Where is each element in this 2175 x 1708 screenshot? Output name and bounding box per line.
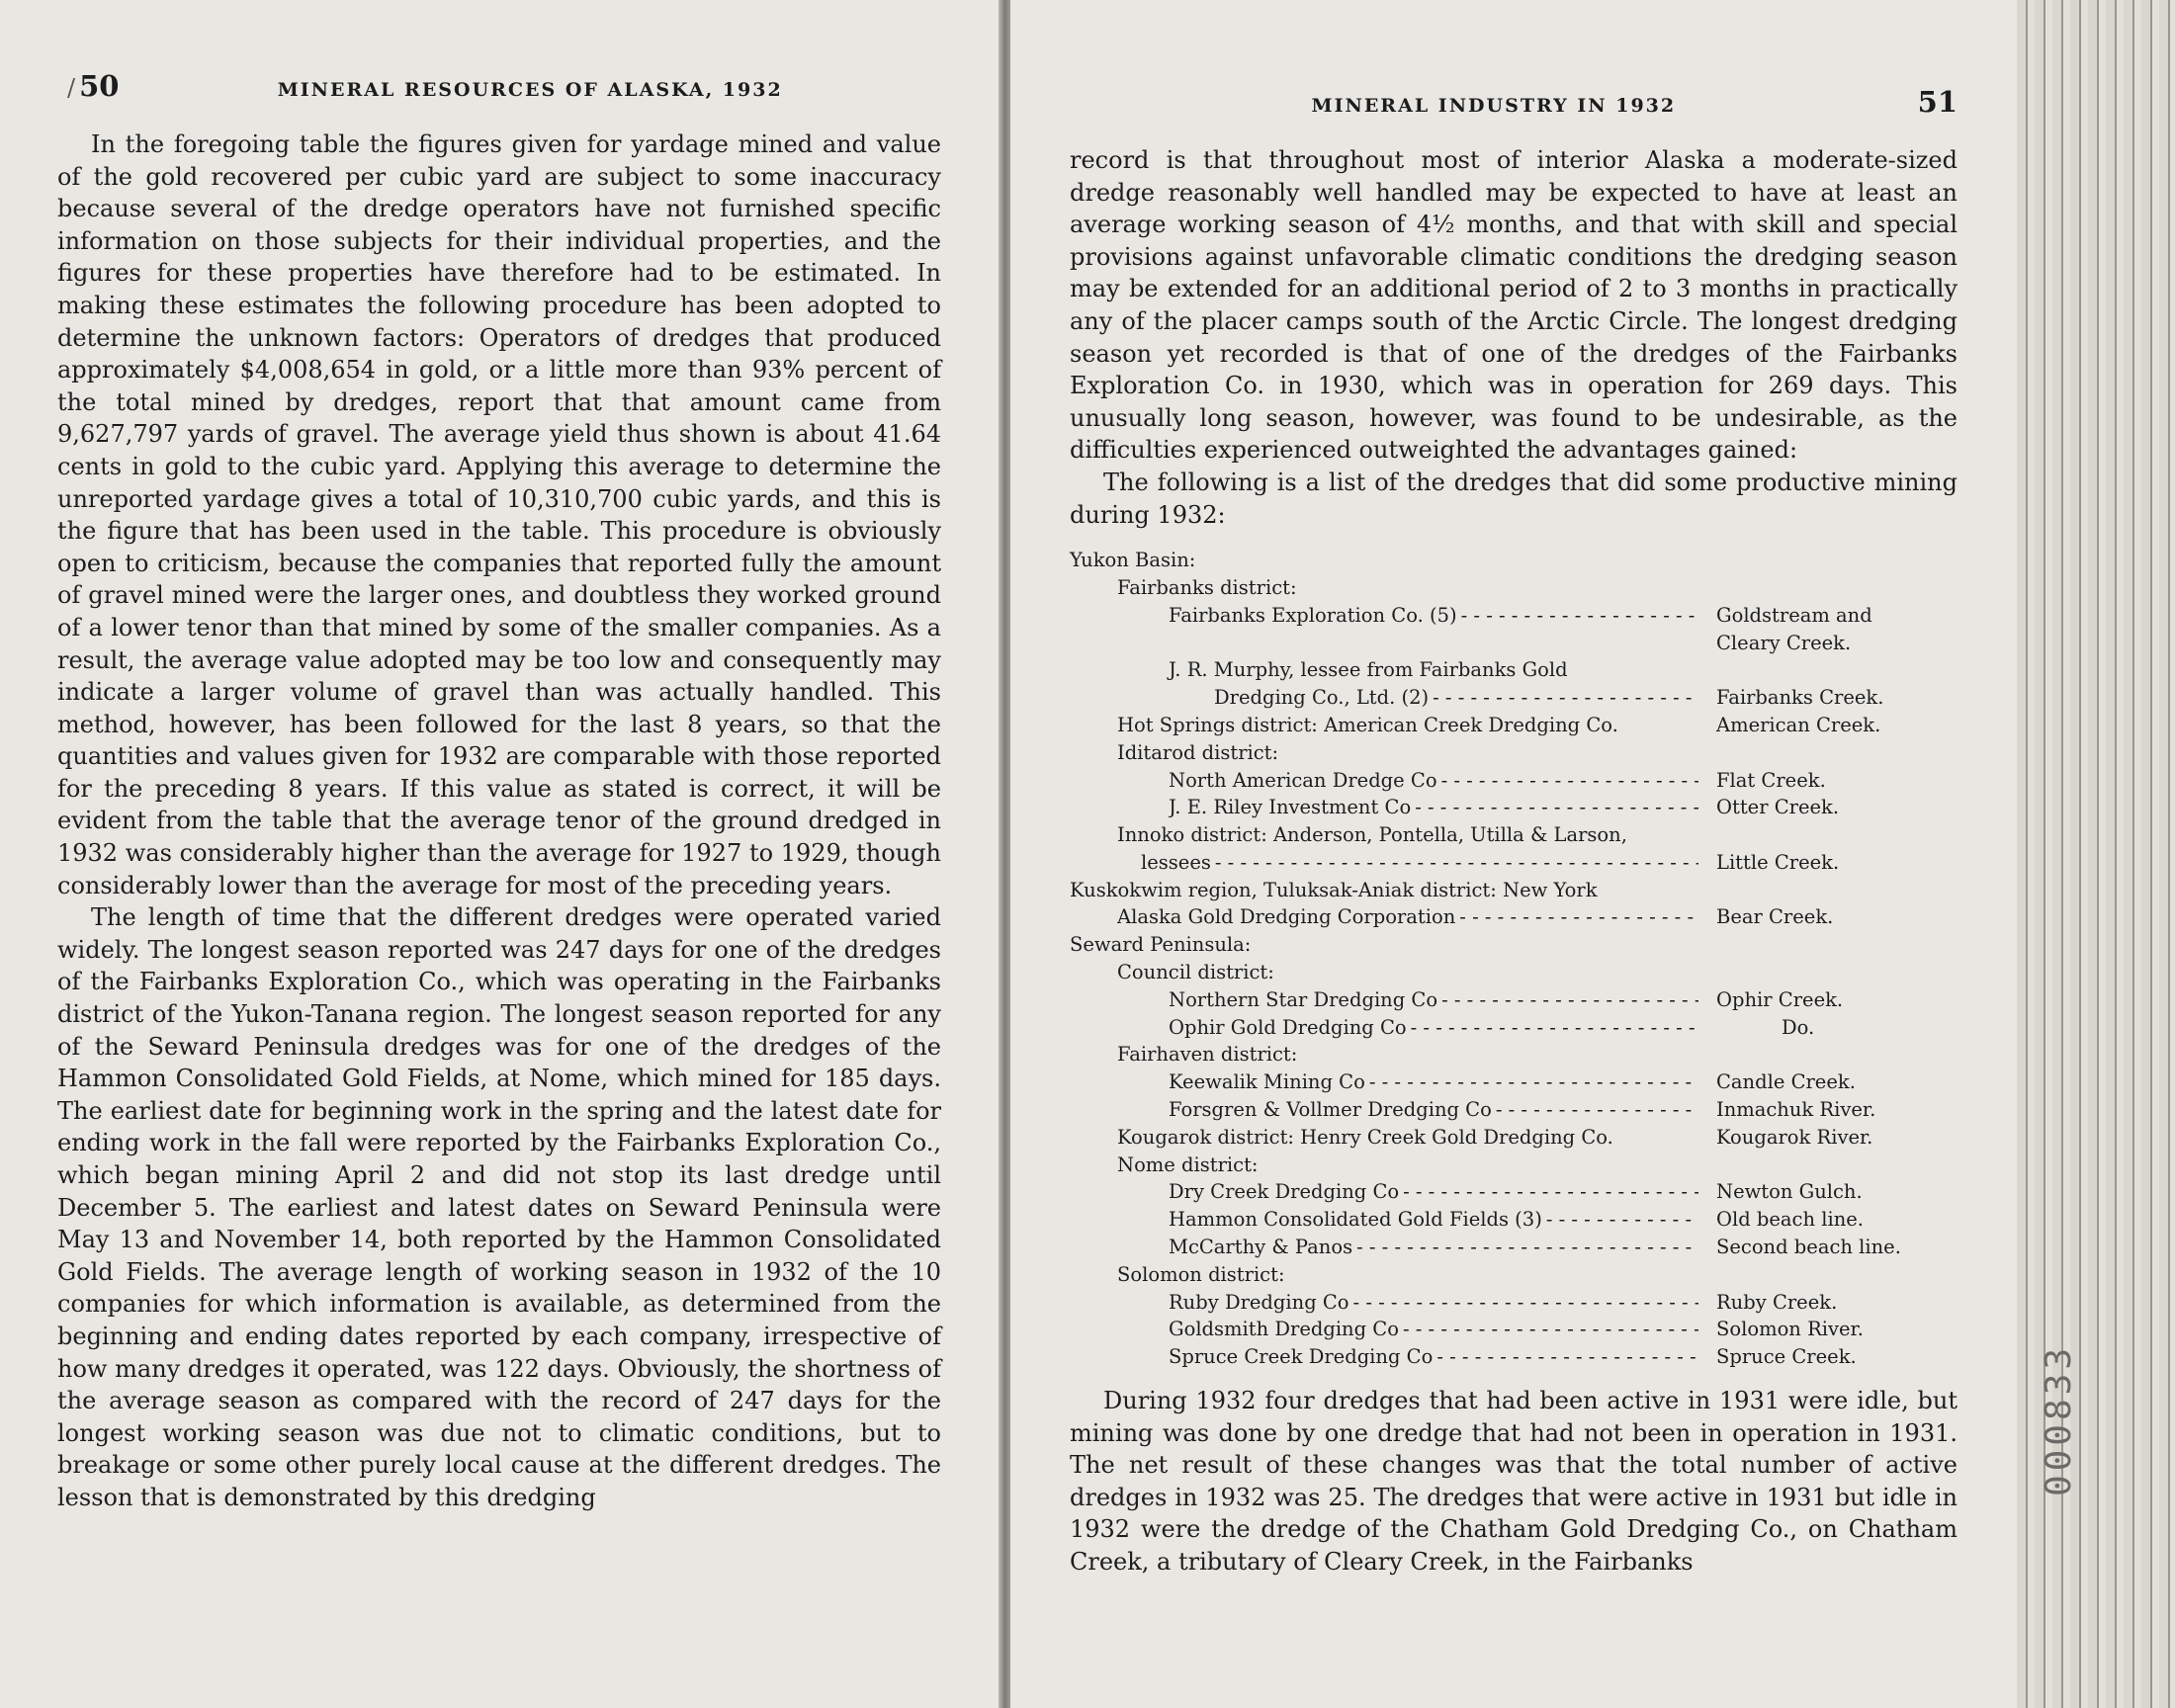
dredge-location: Spruce Creek. [1716, 1345, 1857, 1369]
dredge-location: Ophir Creek. [1716, 987, 1844, 1011]
paragraph-idle-dredges: During 1932 four dredges that had been active in 1931 were idle, but mining was done by one dredge that had not been in operation in 1931. The net result of these changes was that the total number of active dredges in 1932 was 25. The dredges that were active in 1931 but idle in 1932 were the dredge of the Chatham Gold Dredging Co., on Chatham Creek, a tributary of Cleary Creek, in the Fairbanks [1070, 1387, 1958, 1576]
list-item [1070, 767, 1958, 795]
list-item [1070, 1124, 1958, 1152]
left-running-head [57, 69, 941, 103]
dredge-location: Otter Creek. [1716, 796, 1840, 819]
page-number-left: 50 [79, 69, 120, 103]
list-district: Iditarod district: [1117, 740, 1279, 764]
dredge-location: Newton Gulch. [1716, 1180, 1863, 1204]
dredge-name: J. E. Riley Investment Co [1169, 796, 1412, 819]
list-item [1070, 1234, 1958, 1261]
list-item [1070, 1096, 1958, 1124]
dredge-name: Keewalik Mining Co [1169, 1070, 1365, 1094]
paragraph-yardage: In the foregoing table the figures given for yardage mined and value of the gold recovered per cubic yard are subject to some inaccuracy because several of the dredge operators have not furnished specific information on those subjects for their individual properties, and the figures for these properties have therefore had to be estimated. In making these estimates the following procedure has been adopted to determine the unknown factors: Operators of dredges that produced approximately $4,008,654 in gold, or a little more than 93% percent of the total mined by dredges, report that that amount came from 9,627,797 yards of gravel. The average yield thus shown is about 41.64 cents in gold to the cubic yard. Applying this average to determine the unreported yardage gives a total of 10,310,700 cubic yards, and this is the figure that has been used in the table. This procedure is obviously open to criticism, because the companies that reported fully the amount of gravel mined were the larger ones, and doubtless they worked ground of a lower tenor than that mined by some of the smaller companies. As a result, the average value adopted may be too low and consequently may indicate a larger volume of gravel than was actually handled. This method, however, has been followed for the last 8 years, so that the quantities and values given for 1932 are comparable with those reported for the preceding 8 years. If this value as stated is correct, it will be evident from the table that the average tenor of the ground dredged in 1932 was considerably higher than the average for 1927 to 1929, though considerably lower than the average for most of the preceding years. [57, 130, 941, 899]
list-item [1070, 849, 1958, 877]
list-region: Kuskokwim region, Tuluksak-Aniak district: New York [1070, 878, 1598, 901]
dredge-location: Kougarok River. [1716, 1125, 1873, 1149]
list-item [1070, 1178, 1958, 1206]
dredge-location: Inmachuk River. [1716, 1098, 1876, 1122]
dredge-list [1070, 547, 1958, 1371]
paragraph-list-intro: The following is a list of the dredges that did some productive mining during 1932: [1070, 468, 1958, 529]
dredge-name: Kougarok district: Henry Creek Gold Dredging Co. [1117, 1125, 1613, 1149]
dredge-name: McCarthy & Panos [1169, 1236, 1353, 1259]
list-item [1070, 1343, 1958, 1371]
dredge-location: Do. [1782, 1015, 1815, 1039]
dredge-name: J. R. Murphy, lessee from Fairbanks Gold [1169, 658, 1568, 682]
dredge-location: Goldstream and [1716, 603, 1872, 627]
dredge-location: Solomon River. [1716, 1318, 1864, 1341]
list-item [1070, 1014, 1958, 1042]
left-header-title: MINERAL RESOURCES OF ALASKA, 1932 [277, 79, 783, 101]
list-item [1070, 794, 1958, 821]
dredge-name: Innoko district: Anderson, Pontella, Utilla & Larson, [1117, 823, 1627, 847]
dredge-name: Hammon Consolidated Gold Fields (3) [1169, 1208, 1542, 1232]
dredge-location: Fairbanks Creek. [1716, 686, 1884, 710]
dredge-name: Ophir Gold Dredging Co [1169, 1015, 1407, 1039]
list-item [1070, 1316, 1958, 1343]
paragraph-continued: record is that throughout most of interior Alaska a moderate-sized dredge reasonably well handled may be expected to have at least an average working season of 4½ months, and that with skill and special provisions against unfavorable climatic conditions the dredging season may be extended for an additional period of 2 to 3 months in practically any of the placer camps south of the Arctic Circle. The longest dredging season yet recorded is that of one of the dredges of the Fairbanks Exploration Co. in 1930, which was in operation for 269 days. This unusually long season, however, was found to be undesirable, as the difficulties experienced outweighted the advantages gained: [1070, 146, 1958, 465]
dredge-location: Candle Creek. [1716, 1070, 1856, 1094]
list-item [1070, 602, 1958, 630]
dredge-name: Goldsmith Dredging Co [1169, 1318, 1399, 1341]
list-item [1070, 1206, 1958, 1234]
dredge-location: Cleary Creek. [1716, 631, 1852, 654]
dredge-name: Hot Springs district: American Creek Dredging Co. [1117, 713, 1618, 736]
list-item [1070, 630, 1958, 657]
dredge-name: Dredging Co., Ltd. (2) [1214, 686, 1430, 710]
list-district: Solomon district: [1117, 1262, 1285, 1286]
list-item [1070, 986, 1958, 1014]
dredge-location: Little Creek. [1716, 850, 1840, 874]
archive-stamp: 000833 [2039, 1344, 2079, 1497]
list-region: Yukon Basin: [1070, 549, 1196, 572]
dredge-location: Second beach line. [1716, 1236, 1901, 1259]
list-district: Council district: [1117, 961, 1274, 984]
dredge-location: American Creek. [1716, 713, 1881, 736]
dredge-name: Northern Star Dredging Co [1169, 987, 1438, 1011]
dredge-name: Forsgren & Vollmer Dredging Co [1169, 1098, 1492, 1122]
list-district: Fairhaven district: [1117, 1043, 1298, 1067]
dredge-location: Flat Creek. [1716, 768, 1826, 792]
list-region: Seward Peninsula: [1070, 933, 1252, 957]
dredge-name: Alaska Gold Dredging Corporation [1117, 905, 1456, 929]
dredge-location: Bear Creek. [1716, 905, 1834, 929]
dredge-name: Spruce Creek Dredging Co [1169, 1345, 1434, 1369]
list-item [1070, 712, 1958, 739]
list-item [1070, 684, 1958, 712]
dredge-name: lessees [1141, 850, 1211, 874]
list-item [1070, 1068, 1958, 1096]
list-item [1070, 903, 1958, 931]
right-page [1010, 0, 2017, 1708]
list-district: Fairbanks district: [1117, 575, 1297, 599]
list-district: Nome district: [1117, 1153, 1259, 1176]
list-item [1070, 1289, 1958, 1317]
dredge-name: Ruby Dredging Co [1169, 1290, 1349, 1314]
dredge-name: Dry Creek Dredging Co [1169, 1180, 1400, 1204]
dredge-location: Old beach line. [1716, 1208, 1865, 1232]
page-number-right: 51 [1917, 85, 1958, 119]
dredge-name: Fairbanks Exploration Co. (5) [1169, 603, 1457, 627]
left-page [0, 0, 1000, 1708]
paragraph-season-length: The length of time that the different dredges were operated varied widely. The longest season reported was 247 days for one of the dredges of the Fairbanks Exploration Co., which was operating in the Fairbanks district of the Yukon-Tanana region. The longest season reported for any of the Seward Peninsula dredges was for one of the dredges of the Hammon Consolidated Gold Fields, at Nome, which mined for 185 days. The earliest date for beginning work in the spring and the latest date for ending work in the fall were reported by the Fairbanks Exploration Co., which began mining April 2 and did not stop its last dredge until December 5. The earliest and latest dates on Seward Peninsula were May 13 and November 14, both reported by the Hammon Consolidated Gold Fields. The average length of working season in 1932 of the 10 companies for which information is available, as determined from the beginning and ending dates reported by each company, irrespective of how many dredges it operated, was 122 days. Obviously, the shortness of the average season as compared with the record of 247 days for the longest working season was due not to climatic conditions, but to breakage or some other purely local cause at the different dredges. The lesson that is demonstrated by this dredging [57, 903, 941, 1511]
right-running-head [1070, 85, 1958, 119]
right-header-title: MINERAL INDUSTRY IN 1932 [1311, 95, 1677, 117]
margin-mark: / [67, 74, 76, 102]
dredge-name: North American Dredge Co [1169, 768, 1437, 792]
dredge-location: Ruby Creek. [1716, 1290, 1838, 1314]
